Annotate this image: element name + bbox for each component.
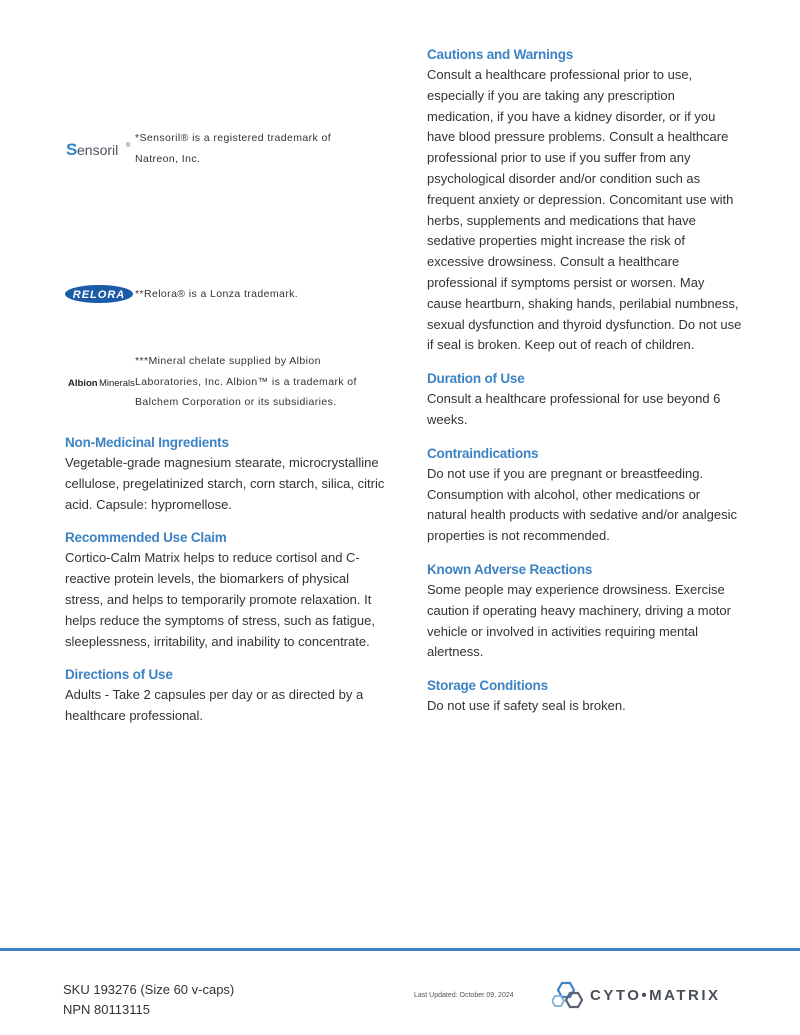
sensoril-logo <box>65 138 135 160</box>
section-title: Known Adverse Reactions <box>427 561 593 577</box>
trademark-albion <box>65 351 370 413</box>
section-cautions-warnings <box>427 45 742 356</box>
svg-text:Albion: Albion <box>68 377 98 389</box>
trademark-relora <box>65 284 370 305</box>
section-title: Non-Medicinal Ingredients <box>65 435 229 450</box>
svg-text:RELORA: RELORA <box>72 289 126 302</box>
section-body: Do not use if you are pregnant or breastfeeding. Consumption with alcohol, other medications or natural health products with sedative and/or analgesic properties is not recommended. <box>427 465 738 544</box>
svg-text:Minerals: Minerals <box>99 377 135 389</box>
section-directions-of-use <box>65 665 385 727</box>
section-contraindications <box>427 444 742 547</box>
section-known-adverse-reactions <box>427 560 742 663</box>
trademark-text: **Relora® is a Lonza trademark. <box>135 288 299 300</box>
npn-text: NPN 80113115 <box>63 1002 150 1017</box>
section-body: Consult a healthcare professional for use beyond 6 weeks. <box>427 391 721 427</box>
section-body: Consult a healthcare professional prior to use, especially if you are taking any prescription medication, if you have a kidney disorder, or if you have blood pressure problems. Consult a healthcare professional prior to use if you suffer from any psychological disorder and/or condition such as frequent anxiety or depression. Concomitant use with herbs, supplements and medications that have sedative properties might increase the risk of excessive drowsiness. Consult a healthcare professional if symptoms persist or worsen. May cause heartburn, shaking hands, perilabial numbness, sexual dysfunction and thyroid dysfunction. Do not use if seal is broken. Keep out of reach of children. <box>427 67 742 353</box>
section-body: Adults - Take 2 capsules per day or as directed by a healthcare professional. <box>65 687 364 724</box>
section-body: Do not use if safety seal is broken. <box>427 698 626 714</box>
right-column <box>427 45 742 730</box>
relora-logo <box>65 284 135 304</box>
section-recommended-use <box>65 528 385 652</box>
section-title: Contraindications <box>427 445 539 461</box>
last-updated: Last Updated: October 09, 2024 <box>414 992 514 999</box>
section-title: Directions of Use <box>65 667 173 683</box>
brand-name: CYTO•MATRIX <box>590 986 721 1004</box>
section-title: Storage Conditions <box>427 678 548 694</box>
trademark-text: *Sensoril® is a registered trademark of Natreon, Inc. <box>135 132 332 165</box>
left-column <box>65 433 385 740</box>
section-body: Some people may experience drowsiness. Exercise caution if operating heavy machinery, driving a motor vehicle or involved in activities requiring mental alertness. <box>427 581 731 660</box>
svg-text:®: ® <box>126 142 131 149</box>
section-duration-of-use <box>427 369 742 431</box>
sku-text: SKU 193276 (Size 60 v-caps) <box>63 982 235 997</box>
section-title: Recommended Use Claim <box>65 530 227 546</box>
section-non-medicinal-ingredients <box>65 433 385 515</box>
trademark-text: ***Mineral chelate supplied by Albion Laboratories, Inc. Albion™ is a trademark of Balchem Corporation or its subsidiaries. <box>135 355 357 408</box>
section-body: Cortico-Calm Matrix helps to reduce cortisol and C-reactive protein levels, the biomarkers of physical stress, and helps to temporarily promote relaxation. It helps reduce the symptoms of stress, such as fatigue, sleeplessness, irritability, and inability to concentrate. <box>65 550 375 649</box>
cytomatrix-logo <box>552 980 721 1010</box>
albion-logo <box>65 372 135 392</box>
trademark-sensoril <box>65 128 370 169</box>
sensoril-logo-text: ensoril <box>77 141 119 158</box>
section-title: Cautions and Warnings <box>427 47 574 62</box>
footer-product-info <box>63 980 234 1020</box>
svg-text:S: S <box>66 139 78 159</box>
section-title: Duration of Use <box>427 371 525 387</box>
section-body: Vegetable-grade magnesium stearate, microcrystalline cellulose, pregelatinized starch, corn starch, silica, citric acid. Capsule: hypromellose. <box>65 455 385 512</box>
hexagon-logo-icon <box>552 980 586 1010</box>
footer-divider <box>0 948 800 951</box>
section-storage-conditions <box>427 676 742 717</box>
